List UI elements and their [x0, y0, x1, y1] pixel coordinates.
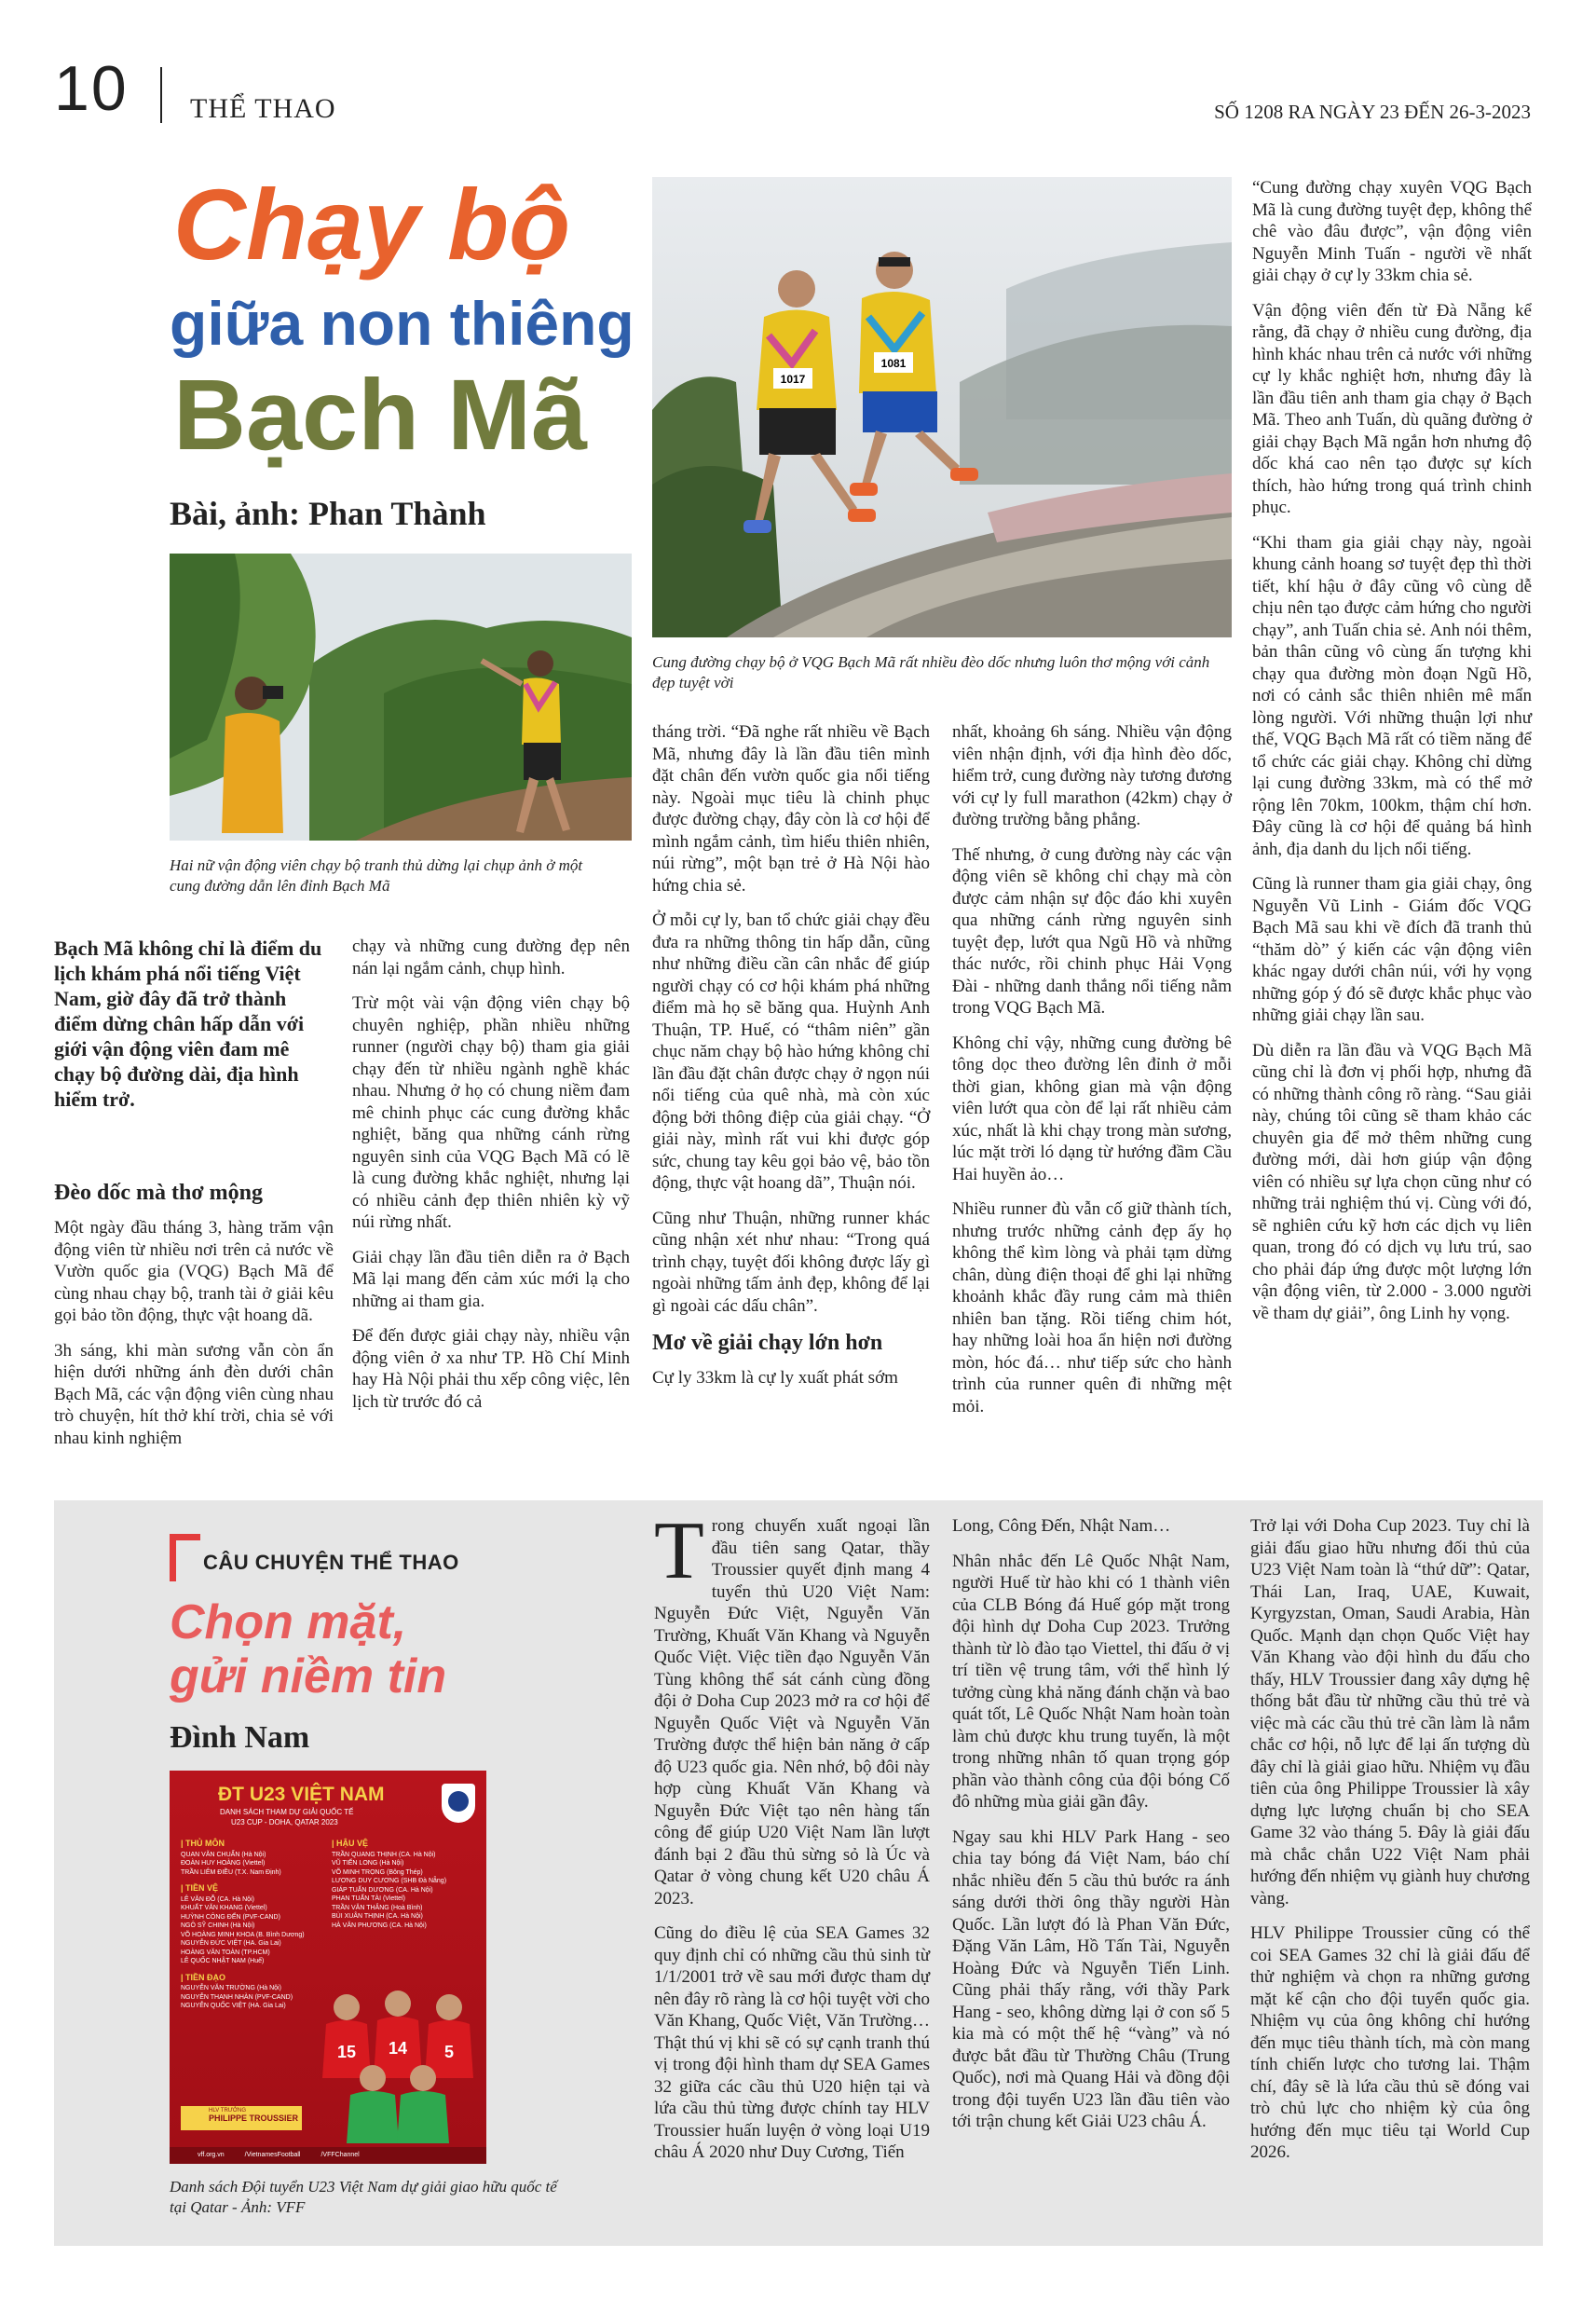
- poster-player: HOÀNG VĂN TOÀN (TP.HCM): [181, 1949, 270, 1956]
- paragraph: Cũng là runner tham gia giải chạy, ông Nguyễn Vũ Linh - Giám đốc VQG Bạch Mã sau khi về đích đã tranh thủ “thăm dò” ý kiến các vận động viên khác ngay dưới chân núi, với hy vọng những góp ý đó sẽ được khắc phục vào những giải chạy lần sau.: [1252, 874, 1532, 1025]
- poster-player: TRẦN QUANG THỊNH (CA. Hà Nội): [332, 1851, 436, 1858]
- jersey-number: 15: [336, 2043, 357, 2061]
- paragraph: Thế nhưng, ở cung đường này các vận động viên sẽ không chỉ chạy mà còn được cảm nhận sự độc đáo khi xuyên qua những cánh rừng nguyên sinh tuyệt đẹp, lướt qua Ngũ Hồ và những thác nước, rồi chinh phục Hải Vọng Đài - những danh thắng nổi tiếng nằm trong VQG Bạch Mã.: [952, 844, 1232, 1018]
- paragraph: 3h sáng, khi màn sương vẫn còn ẩn hiện dưới những ánh đèn dưới chân Bạch Mã, các vận động viên cùng nhau trò chuyện, hít thở khí trời, chia sẻ với nhau kinh nghiệm: [54, 1340, 334, 1448]
- poster-player: NGUYỄN THANH NHÀN (PVF-CAND): [181, 1993, 293, 2001]
- poster-player: VÕ HOÀNG MINH KHOA (B. Bình Dương): [181, 1931, 305, 1938]
- poster-mf-label: | HẬU VỆ: [332, 1839, 369, 1848]
- poster-fw-label: | TIỀN ĐẠO: [181, 1972, 226, 1982]
- poster-player: KHUẤT VĂN KHANG (Viettel): [181, 1905, 267, 1911]
- bib-1-text: 1017: [780, 373, 806, 386]
- poster-player: PHAN TUẤN TÀI (Viettel): [332, 1895, 405, 1902]
- paragraph: Vận động viên đến từ Đà Nẵng kể rằng, đã chạy ở nhiều cung đường, địa hình khác nhau trên cả nước với những cự ly khắc nghiệt hơn, nhưng đây là lần đầu tiên anh tham gia chạy ở Bạch Mã. Theo anh Tuấn, dù quãng đường ở giải chạy Bạch Mã ngắn hơn nhưng độ dốc khá cao nên tạo được sự kích thích, hào hứng trong quá trình chinh phục.: [1252, 300, 1532, 517]
- paragraph: Không chỉ vậy, những cung đường bê tông dọc theo đường lên đỉnh ở mỗi thời gian, không gian mà vận động viên lướt qua còn để lại rất nhiều cảm xúc, nhất là khi chạy trong màn sương, lúc mặt trời ló dạng từ hướng đầm Cầu Hai huyền ảo…: [952, 1033, 1232, 1184]
- page-number: 10: [54, 53, 129, 124]
- small-photo-women-runners: [170, 554, 632, 841]
- poster-list-left: [181, 1840, 321, 2011]
- poster-player: LÊ VĂN ĐỖ (CA. Hà Nội): [181, 1895, 254, 1903]
- poster-player: BÙI XUÂN THỊNH (CA. Hà Nội): [332, 1913, 423, 1920]
- story-column-1: [654, 1506, 930, 2164]
- section-label: CÂU CHUYỆN THỂ THAO: [203, 1551, 459, 1574]
- poster-list-right: [332, 1840, 481, 1930]
- drop-cap: T: [654, 1506, 704, 1596]
- header-divider: [160, 67, 162, 123]
- poster-gk-label: | THỦ MÔN: [181, 1839, 225, 1848]
- article-column-1: [54, 1180, 334, 1449]
- subhead-mo-ve-giai-chay: Mơ về giải chạy lớn hơn: [652, 1331, 883, 1355]
- paragraph: Cũng như Thuận, những runner khác cũng nhận xét như nhau: “Trong quá trình chạy, tuyệt đối không được lấy gì ngoài những tấm ảnh đẹp, không để lại gì ngoài các dấu chân”.: [652, 1208, 930, 1316]
- main-photo-runners: [652, 177, 1232, 637]
- main-photo-caption: Cung đường chạy bộ ở VQG Bạch Mã rất nhiều đèo dốc nhưng luôn thơ mộng với cảnh đẹp tuyệt vời: [652, 653, 1210, 691]
- paragraph: Nhân nhắc đến Lê Quốc Nhật Nam, người Huế từ hào khi có 1 thành viên của CLB Bóng đá Huế góp mặt trong đội hình dự Doha Cup 2023. Trưởng thành từ lò đào tạo Viettel, thi đấu ở vị trí tiền vệ trung tâm, với thể hình lý tưởng cùng khả năng đánh chặn và bao quát tốt, Lê Quốc Nhật Nam hoàn toàn làm chủ được khu trung tuyến, là một trong những nhân tố quan trọng góp phần vào thành công của đội bóng Cố đô những mùa giải gần đây.: [952, 1551, 1230, 1812]
- subhead-deo-doc: Đèo dốc mà thơ mộng: [54, 1181, 263, 1205]
- poster-df-label: | TIỀN VỆ: [181, 1883, 219, 1893]
- issue-date: SỐ 1208 RA NGÀY 23 ĐẾN 26-3-2023: [1214, 101, 1531, 123]
- jersey-number: 5: [443, 2043, 455, 2061]
- article-column-5: [1252, 177, 1532, 1324]
- poster-player: TRẦN LIÊM ĐIỀU (T.X. Nam Định): [181, 1868, 281, 1876]
- poster-player: GIÁP TUẤN DƯƠNG (CA. Hà Nội): [332, 1886, 433, 1894]
- paragraph: Ở mỗi cự ly, ban tổ chức giải chạy đều đưa ra những thông tin hấp dẫn, cũng như những điều cần cân nhắc để giúp người chạy có cơ hội khám phá những điểm mà họ sẽ băng qua. Huỳnh Anh Thuận, TP. Huế, có “thâm niên” gần chục năm chạy bộ hào hứng không chỉ lần đầu đặt chân được chạy ở ngọn núi nổi tiếng của quê nhà, mà còn xúc động bởi thông điệp của giải chạy. “Ở giải này, mình rất vui khi được góp sức, chung tay kêu gọi bảo vệ, bảo tồn động, thực vật hoang dã”, Thuận nói.: [652, 910, 930, 1193]
- poster-player: NGÔ SỸ CHINH (Hà Nội): [181, 1922, 255, 1929]
- story-title-line-2: gửi niềm tin: [170, 1649, 447, 1703]
- poster-player: QUAN VĂN CHUẨN (Hà Nội): [181, 1851, 266, 1858]
- paragraph: Một ngày đầu tháng 3, hàng trăm vận động viên từ nhiều nơi trên cả nước về Vườn quốc gia (VQG) Bạch Mã để cùng nhau chạy bộ, tranh tài ở giải kêu gọi bảo tồn động, thực vật hoang dã.: [54, 1218, 334, 1325]
- poster-player: ĐOÀN HUY HOÀNG (Viettel): [181, 1860, 266, 1867]
- section-mark: [170, 1534, 200, 1581]
- poster-coach-label: HLV TRƯỞNG: [209, 2108, 247, 2114]
- story-column-2: [952, 1515, 1230, 2133]
- poster-players-photo: [309, 1985, 486, 2143]
- paragraph: Giải chạy lần đầu tiên diễn ra ở Bạch Mã lại mang đến cảm xúc mới lạ cho những ai tham gia.: [352, 1247, 630, 1311]
- article-lead: Bạch Mã không chỉ là điểm du lịch khám phá nổi tiếng Việt Nam, giờ đây đã trở thành điểm dừng chân hấp dẫn với giới vận động viên đam mê chạy bộ đường dài, địa hình hiểm trở.: [54, 937, 322, 1111]
- poster-player: LƯƠNG DUY CƯƠNG (SHB Đà Nẵng): [332, 1878, 447, 1884]
- story-title-line-1: Chọn mặt,: [170, 1595, 407, 1649]
- poster-caption: Danh sách Đội tuyển U23 Việt Nam dự giải giao hữu quốc tế tại Qatar - Ảnh: VFF: [170, 2178, 557, 2216]
- poster-player: TRẦN VĂN THẮNG (Hoà Bình): [332, 1904, 423, 1911]
- story-title: [170, 1595, 446, 1703]
- paragraph: Ngay sau khi HLV Park Hang - seo chia tay bóng đá Việt Nam, báo chí nhắc nhiều đến 5 cầu thủ bước ra ánh sáng dưới thời ông thầy người Hàn Quốc. Lần lượt đó là Phan Văn Đức, Đặng Văn Lâm, Hồ Tấn Tài, Nguyễn Hoàng Đức và Nguyễn Tiến Linh. Cũng phải thấy rằng, với thầy Park Hang - seo, không dừng lại ở con số 5 kia mà có một thế hệ “vàng” và nó được bắt đầu từ Thường Châu (Trung Quốc), nơi mà Quang Hải và đồng đội trong đội tuyển U23 lần đầu tiên vào tới trận chung kết Giải U23 châu Á.: [952, 1826, 1230, 2131]
- paragraph: “Khi tham gia giải chạy này, ngoài khung cảnh hoang sơ tuyệt đẹp thì thời tiết, khí hậu ở đây cũng vô cùng dễ chịu nên tạo được cảm hứng cho người chạy”, anh Tuấn chia sẻ. Anh nói thêm, bản thân cũng vô cùng ấn tượng khi chạy qua đường mòn đoạn Ngũ Hồ, nơi có cảnh sắc thiên nhiên mê mẩn lòng người. Với những thuận lợi như thế, VQG Bạch Mã rất có tiềm năng để tổ chức các giải chạy. Không chỉ dừng lại cung đường 33km, mà có thể mở rộng lên 70km, 100km, thậm chí hơn. Đây cũng là cơ hội để quảng bá hình ảnh, địa danh du lịch nổi tiếng.: [1252, 532, 1532, 859]
- bib-2-text: 1081: [880, 357, 907, 370]
- poster-player: NGUYỄN VĂN TRƯỜNG (Hà Nội): [181, 1985, 281, 1991]
- paragraph: Cũng do điều lệ của SEA Games 32 quy định chỉ có những cầu thủ sinh từ 1/1/2001 trở về sau mới được tham dự nên đây rõ ràng là cơ hội tuyệt vời cho Văn Khang, Quốc Việt, Văn Trường… Thật thú vị khi sẽ có sự cạnh tranh thú vị trong đội hình tham dự SEA Games 32 giữa các cầu thủ U20 hiện tại và lứa cầu thủ từng được chính tay HLV Troussier huấn luyện ở vòng loại U19 châu Á 2020 như Duy Cương, Tiến: [654, 1923, 930, 2162]
- poster-footer: [170, 2147, 486, 2164]
- poster-footer-website: vff.org.vn: [198, 2152, 225, 2158]
- paragraph: chạy và những cung đường đẹp nên nán lại ngắm cảnh, chụp hình.: [352, 937, 630, 978]
- byline: Bài, ảnh: Phan Thành: [170, 495, 486, 532]
- poster-player: HÀ VĂN PHƯƠNG (CA. Hà Nội): [332, 1922, 427, 1929]
- paragraph: “Cung đường chạy xuyên VQG Bạch Mã là cung đường tuyệt đẹp, không thể chê vào đâu được”, vận động viên Nguyễn Minh Tuấn - người về nhất giải chạy ở cự ly 33km chia sẻ.: [1252, 178, 1532, 285]
- poster-player: NGUYỄN QUỐC VIỆT (HA. Gia Lai): [181, 2003, 286, 2009]
- poster-footer-facebook: /VietnamesFootball: [244, 2152, 301, 2158]
- headline-line-2: giữa non thiêng: [170, 289, 634, 358]
- poster-player: VŨ TIẾN LONG (Hà Nội): [332, 1860, 404, 1867]
- article-column-2: [352, 936, 630, 1413]
- poster-footer-youtube: /VFFChannel: [321, 2152, 360, 2158]
- jersey-number: 14: [388, 2039, 408, 2058]
- paragraph: tháng trời. “Đã nghe rất nhiều về Bạch Mã, nhưng đây là lần đầu tiên mình đặt chân đến vườn quốc gia nổi tiếng này. Ngoài mục tiêu là chinh phục được đường chạy, đây còn là cơ hội để mình ngắm cảnh, tìm hiểu thiên nhiên, núi rừng”, một bạn trẻ ở Hà Nội hào hứng chia sẻ.: [652, 722, 930, 896]
- paragraph: Cự ly 33km là cự ly xuất phát sớm: [652, 1368, 898, 1388]
- headline-line-1: Chạy bộ: [173, 168, 571, 280]
- poster-player: NGUYỄN ĐỨC VIỆT (HA. Gia Lai): [181, 1940, 281, 1947]
- poster-player: LÊ QUỐC NHẬT NAM (Huế): [181, 1958, 265, 1964]
- poster-subtitle-2: U23 CUP - DOHA, QATAR 2023: [231, 1818, 338, 1826]
- story-column-3: [1250, 1515, 1530, 2164]
- paragraph: Để đến được giải chạy này, nhiều vận động viên ở xa như TP. Hồ Chí Minh hay Hà Nội phải thu xếp công việc, lên lịch từ trước đó cả: [352, 1326, 630, 1412]
- headline-line-3: Bạch Mã: [173, 358, 588, 471]
- small-photo-caption: Hai nữ vận động viên chạy bộ tranh thủ dừng lại chụp ảnh ở một cung đường dẫn lên đỉnh Bạch Mã: [170, 856, 583, 895]
- paragraph: Dù diễn ra lần đầu và VQG Bạch Mã cũng chỉ là đơn vị phối hợp, nhưng đã có những thành công rõ ràng. “Sau giải này, chúng tôi cũng sẽ tham khảo các chuyên gia để mở thêm những cung đường mới, dài hơn giúp vận động viên có nhiều sự lựa chọn cũng như có những trải nghiệm thú vị. Cùng với đó, sẽ nghiên cứu kỹ hơn các dịch vụ liên quan, trong đó có dịch vụ lưu trú, sao cho phải đáp ứng được một lượng lớn vận động viên, từ 2.000 - 3.000 người về tham dự giải”, ông Linh hy vọng.: [1252, 1040, 1532, 1323]
- article-column-3: [652, 721, 930, 1389]
- paragraph: Long, Công Đến, Nhật Nam…: [952, 1516, 1171, 1536]
- paragraph: Trở lại với Doha Cup 2023. Tuy chỉ là giải đấu giao hữu nhưng đối thủ của U23 Việt Nam toàn là “thứ dữ”: Qatar, Thái Lan, Iraq, UAE, Kuwait, Kyrgyzstan, Oman, Saudi Arabia, Hàn Quốc. Mạnh dạn chọn Quốc Việt hay Văn Khang vào đội hình du đấu cho thấy, HLV Troussier đang xây dựng hệ thống bắt đầu từ những cầu thủ trẻ và việc mà các cầu thủ trẻ cần làm là nắm chắc cơ hội, nỗ lực để lại ấn tượng dù đây chỉ là giải giao hữu. Nhiệm vụ đầu tiên của ông Philippe Troussier là xây dựng lực lượng chuẩn bị cho SEA Game 32 vào tháng 5. Đây là giải đấu mà chắc chắn U22 Việt Nam phải hướng đến nhiệm vụ giành huy chương vàng.: [1250, 1516, 1530, 1908]
- section-name: THỂ THAO: [190, 93, 336, 124]
- u23-squad-poster: [170, 1771, 486, 2164]
- vff-logo: [442, 1784, 475, 1823]
- paragraph: Trong chuyến xuất ngoại lần đầu tiên sang Qatar, thầy Troussier quyết định mang 4 tuyển thủ U20 Việt Nam: Nguyễn Đức Việt, Nguyễn Văn Trường, Khuất Văn Khang và Nguyễn Quốc Việt. Việc tiền đạo Nguyễn Văn Tùng không thể sát cánh cùng đồng đội ở Doha Cup 2023 mở ra cơ hội để Nguyễn Quốc Việt và Nguyễn Văn Trường được thể hiện bản năng ở cấp độ U23 quốc gia. Nên nhớ, bộ đôi này hợp cùng Khuất Văn Khang và Nguyễn Đức Việt tạo nên hàng tấn công để giúp U20 Việt Nam lần lượt đánh bại 2 đầu thủ sừng sỏ là Úc và Qatar ở vòng chung kết U20 châu Á 2023.: [654, 1506, 930, 1908]
- paragraph: nhất, khoảng 6h sáng. Nhiều vận động viên nhận định, với địa hình đèo dốc, hiểm trở, cung đường này tương đương với cự ly full marathon (42km) chạy ở đường trường bằng phẳng.: [952, 722, 1232, 829]
- story-byline: Đình Nam: [170, 1720, 310, 1755]
- poster-player: VÕ MINH TRỌNG (Bông Thép): [332, 1868, 423, 1876]
- paragraph: HLV Philippe Troussier cũng có thể coi SEA Games 32 chỉ là giải đấu để thử nghiệm và chọn ra những gương mặt kế cận cho đội tuyển quốc gia. Nhiệm vụ của ông không chỉ hướng đến mục tiêu thành tích, mà còn mang tính chiến lược cho tương lai. Thậm chí, đây sẽ là lứa cầu thủ sẽ đóng vai trò chủ lực cho nhiệm kỳ của ông hướng đến mục tiêu tại World Cup 2026.: [1250, 1923, 1530, 2162]
- poster-coach-box: [181, 2106, 302, 2130]
- poster-subtitle: DANH SÁCH THAM DỰ GIẢI QUỐC TẾ: [220, 1808, 354, 1816]
- paragraph: Nhiều runner đù vẫn cố giữ thành tích, nhưng trước những cảnh đẹp ấy họ không thể kìm lòng và phải tạm dừng chân, dùng điện thoại để ghi lại những khoảnh khắc đầy rung cảm mà thiên nhiên ban tặng. Rồi tiếng chim hót, hay những loài hoa ẩn hiện nơi đường mòn, hóc đá… như tiếp sức cho hành trình của runner quên đi những mệt mỏi.: [952, 1199, 1232, 1416]
- poster-coach-name: PHILIPPE TROUSSIER: [209, 2114, 299, 2123]
- article-column-4: [952, 721, 1232, 1417]
- paragraph: Trừ một vài vận động viên chạy bộ chuyên nghiệp, phần nhiều những runner (người chạy bộ) tham gia giải chạy đến từ nhiều ngành nghề khác nhau. Nhưng ở họ có chung niềm đam mê chinh phục các cung đường khắc nghiệt, băng qua những cánh rừng nguyên sinh của VQG Bạch Mã có lẽ là cung đường khắc nghiệt, nhưng lại có nhiều cảnh đẹp thiên nhiên kỳ vỹ núi rừng nhất.: [352, 993, 630, 1232]
- poster-title: ĐT U23 VIỆT NAM: [218, 1784, 385, 1805]
- poster-player: HUỲNH CÔNG ĐẾN (PVF-CAND): [181, 1913, 280, 1921]
